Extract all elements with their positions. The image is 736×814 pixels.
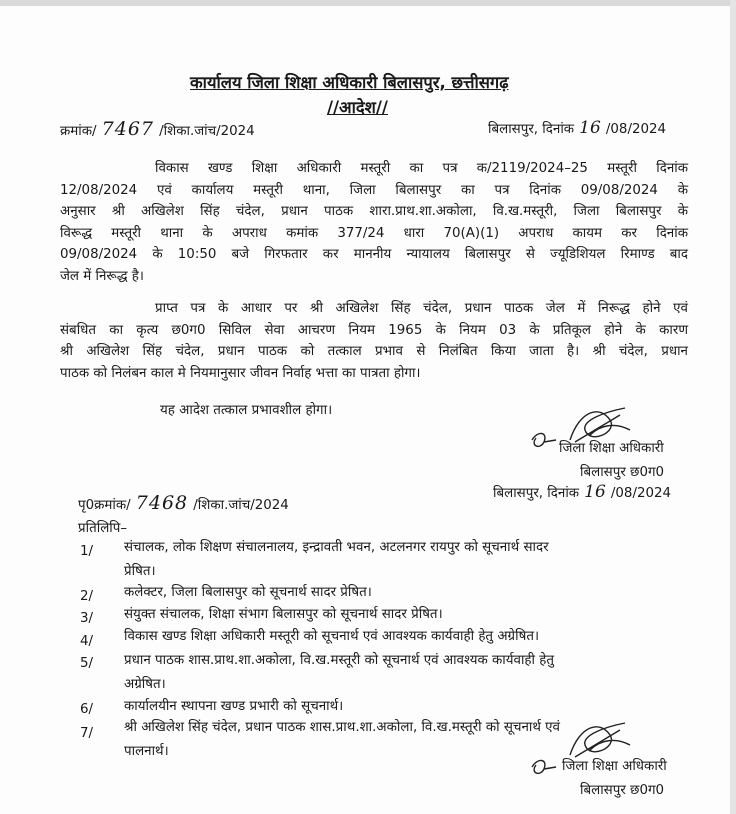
paragraph-1-line: जेल में निरूद्ध है। bbox=[60, 268, 144, 284]
paragraph-1 bbox=[60, 158, 688, 288]
endorsement-date-prefix: बिलासपुर, दिनांक bbox=[493, 486, 580, 501]
endorsement-date bbox=[493, 482, 671, 502]
endorsement-date-suffix: /08/2024 bbox=[610, 486, 672, 501]
paragraph-3: यह आदेश तत्काल प्रभावशील होगा। bbox=[160, 403, 333, 418]
copy-label: प्रतिलिपि– bbox=[78, 521, 128, 536]
endorsement-suffix: /शिका.जांच/2024 bbox=[193, 498, 289, 513]
paragraph-1-line: विरूद्ध मस्तूरी थाना के अपराध कमांक 377/24 धारा 70(A)(1) अपराध कायम कर दिनांक bbox=[60, 225, 688, 241]
copy-item-number: 6/ bbox=[80, 702, 94, 717]
reference-line bbox=[60, 118, 255, 140]
endorsement-date-day: 16 bbox=[584, 482, 606, 502]
scan-edge-top bbox=[0, 0, 736, 6]
paragraph-1-line: 12/08/2024 एवं कार्यालय मस्तूरी थाना, जिला बिलासपुर का पत्र दिनांक 09/08/2024 के bbox=[60, 182, 688, 198]
date-suffix: /08/2024 bbox=[605, 122, 667, 137]
date-day: 16 bbox=[579, 118, 601, 138]
copy-item-text: पालनार्थ। bbox=[124, 744, 169, 759]
signature-1-place: बिलासपुर छ0ग0 bbox=[580, 465, 665, 480]
paragraph-1-line: 09/08/2024 के 10:50 बजे गिरफतार कर माननीय न्यायालय बिलासपुर से ज्यूडिशियल रिमाण्ड बाद bbox=[60, 247, 688, 263]
endorsement-number: 7468 bbox=[135, 492, 189, 514]
copy-item-text: विकास खण्ड शिक्षा अधिकारी मस्तूरी को सूचनार्थ एवं आवश्यक कार्यवाही हेतु अग्रेषित। bbox=[124, 629, 540, 644]
signature-2-designation: जिला शिक्षा अधिकारी bbox=[562, 759, 667, 774]
signature-1-designation: जिला शिक्षा अधिकारी bbox=[559, 441, 664, 456]
paragraph-2-line: संबधित का कृत्य छ0ग0 सिविल सेवा आचरण नियम 1965 के नियम 03 के प्रतिकूल होने के कारण bbox=[60, 322, 688, 338]
reference-number: 7467 bbox=[101, 118, 155, 140]
copy-item-number: 5/ bbox=[80, 656, 94, 671]
endorsement-reference bbox=[78, 492, 289, 514]
copy-item-number: 1/ bbox=[80, 544, 94, 559]
copy-item-text: प्रधान पाठक शास.प्राथ.शा.अकोला, वि.ख.मस्तूरी को सूचनार्थ एवं आवश्यक कार्यवाही हेतु bbox=[124, 653, 555, 668]
reference-prefix: क्रमांक/ bbox=[60, 124, 97, 139]
copy-item-number: 2/ bbox=[80, 589, 94, 604]
copy-item-text: कार्यालयीन स्थापना खण्ड प्रभारी को सूचनार्थ। bbox=[124, 699, 344, 714]
paragraph-2-line: श्री अखिलेश सिंह चंदेल, प्रधान पाठक को तत्काल प्रभाव से निलंबित किया जाता है। श्री चंदेल, प्रधान bbox=[60, 344, 688, 360]
signature-2-scribble bbox=[530, 715, 640, 785]
paragraph-1-line: अनुसार श्री अखिलेश सिंह चंदेल, प्रधान पाठक शारा.प्राथ.शा.अकोला, वि.ख.मस्तूरी, जिला बिलासपुर के bbox=[60, 204, 688, 220]
signature-1-scribble bbox=[530, 400, 640, 470]
reference-date bbox=[488, 118, 666, 138]
signature-2-place: बिलासपुर छ0ग0 bbox=[580, 783, 665, 798]
copy-item-number: 7/ bbox=[80, 726, 94, 741]
copy-item-text: श्री अखिलेश सिंह चंदेल, प्रधान पाठक शास.प्राथ.शा.अकोला, वि.ख.मस्तूरी को सूचनार्थ एवं bbox=[124, 720, 561, 735]
paragraph-2-line: प्राप्त पत्र के आधार पर श्री अखिलेश सिंह चंदेल, प्रधान पाठक जेल में निरूद्ध होने एवं bbox=[155, 301, 688, 316]
paragraph-2-line: पाठक को निलंबन काल मे नियमानुसार जीवन निर्वाह भत्ता का पात्रता होगा। bbox=[60, 365, 421, 381]
date-prefix: बिलासपुर, दिनांक bbox=[488, 122, 575, 137]
copy-item-text: कलेक्टर, जिला बिलासपुर को सूचनार्थ सादर प्रेषित। bbox=[124, 585, 372, 600]
reference-suffix: /शिका.जांच/2024 bbox=[159, 124, 255, 139]
copy-item-text: अग्रेषित। bbox=[124, 677, 166, 692]
office-title: कार्यालय जिला शिक्षा अधिकारी बिलासपुर, छत्तीसगढ़ bbox=[190, 73, 509, 92]
copy-item-text: प्रेषित। bbox=[124, 564, 156, 579]
order-title: //आदेश// bbox=[327, 98, 388, 117]
copy-item-text: संयुक्त संचालक, शिक्षा संभाग बिलासपुर को सूचनार्थ सादर प्रेषित। bbox=[124, 607, 443, 622]
endorsement-prefix: पृ0क्रमांक/ bbox=[78, 498, 131, 513]
copy-item-text: संचालक, लोक शिक्षण संचालनालय, इन्द्रावती भवन, अटलनगर रायपुर को सूचनार्थ सादर bbox=[124, 540, 549, 555]
copy-item-number: 3/ bbox=[80, 611, 94, 626]
paragraph-1-line: विकास खण्ड शिक्षा अधिकारी मस्तूरी का पत्र क/2119/2024–25 मस्तूरी दिनांक bbox=[155, 161, 688, 176]
copy-item-number: 4/ bbox=[80, 634, 94, 649]
scan-edge-right bbox=[730, 0, 736, 814]
paragraph-2 bbox=[60, 298, 688, 384]
